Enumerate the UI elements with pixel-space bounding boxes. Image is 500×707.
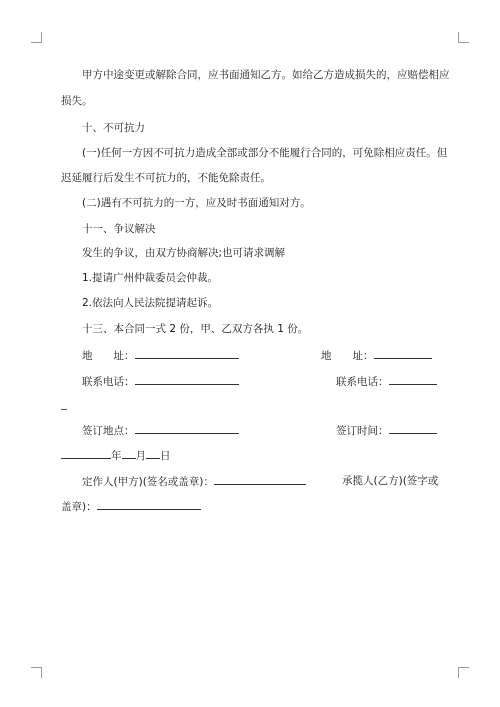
address-label-left: 地 址：	[82, 350, 135, 362]
sign-time-field	[336, 423, 437, 438]
crop-mark-top-left	[31, 32, 42, 43]
dispute-option-1: 1.提请广州仲裁委员会仲裁。	[82, 272, 219, 284]
sign-place-blank[interactable]	[135, 423, 239, 434]
party-b-signature-field	[61, 499, 201, 514]
phone-label-left: 联系电话：	[82, 376, 135, 388]
party-b-label-line2: 盖章)：	[61, 501, 97, 513]
year-label: 年	[111, 450, 122, 462]
month-blank[interactable]	[122, 448, 136, 459]
address-blank-left[interactable]	[135, 348, 239, 359]
paragraph-termination-line1: 甲方中途变更或解除合同，应书面通知乙方。如给乙方造成损失的，应赔偿相应	[82, 69, 450, 81]
address-label-right: 地 址：	[321, 350, 374, 362]
paragraph-dispute: 发生的争议，由双方协商解决;也可请求调解	[82, 247, 286, 259]
month-label: 月	[135, 450, 146, 462]
crop-mark-bottom-left	[31, 667, 42, 678]
stray-underscore	[61, 409, 67, 410]
date-field	[61, 448, 171, 463]
party-a-signature-field	[82, 474, 306, 489]
party-a-signature-blank[interactable]	[214, 474, 306, 485]
day-label: 日	[160, 450, 171, 462]
crop-mark-bottom-right	[458, 667, 469, 678]
sign-place-label: 签订地点：	[82, 425, 135, 437]
crop-mark-top-right	[458, 32, 469, 43]
paragraph-force-majeure-1-line1: (一)任何一方因不可抗力造成全部或部分不能履行合同的，可免除相应责任。但	[82, 147, 448, 159]
day-blank[interactable]	[146, 448, 160, 459]
sign-place-field	[82, 423, 239, 438]
dispute-option-2: 2.依法向人民法院提请起诉。	[82, 297, 219, 309]
heading-copies: 十三、本合同一式 2 份，甲、乙双方各执 1 份。	[82, 323, 309, 335]
phone-blank-left[interactable]	[135, 374, 239, 385]
phone-field-left	[82, 374, 239, 389]
heading-force-majeure: 十、不可抗力	[82, 122, 145, 134]
sign-time-blank[interactable]	[389, 423, 437, 434]
address-field-left	[82, 348, 239, 363]
phone-field-right	[336, 374, 437, 389]
paragraph-force-majeure-2: (二)遇有不可抗力的一方，应及时书面通知对方。	[82, 197, 311, 209]
phone-label-right: 联系电话：	[336, 376, 389, 388]
address-field-right	[321, 348, 432, 363]
phone-blank-right[interactable]	[389, 374, 437, 385]
year-blank[interactable]	[61, 448, 111, 459]
paragraph-force-majeure-1-line2: 迟延履行后发生不可抗力的，不能免除责任。	[61, 172, 271, 184]
heading-dispute-resolution: 十一、争议解决	[82, 223, 156, 235]
party-b-signature-blank[interactable]	[97, 499, 201, 510]
party-b-label-line1: 承揽人(乙方)(签字或	[342, 475, 439, 487]
paragraph-termination-line2: 损失。	[61, 95, 93, 107]
sign-time-label: 签订时间：	[336, 425, 389, 437]
party-a-label: 定作人(甲方)(签名或盖章)：	[82, 476, 214, 488]
address-blank-right[interactable]	[374, 348, 432, 359]
